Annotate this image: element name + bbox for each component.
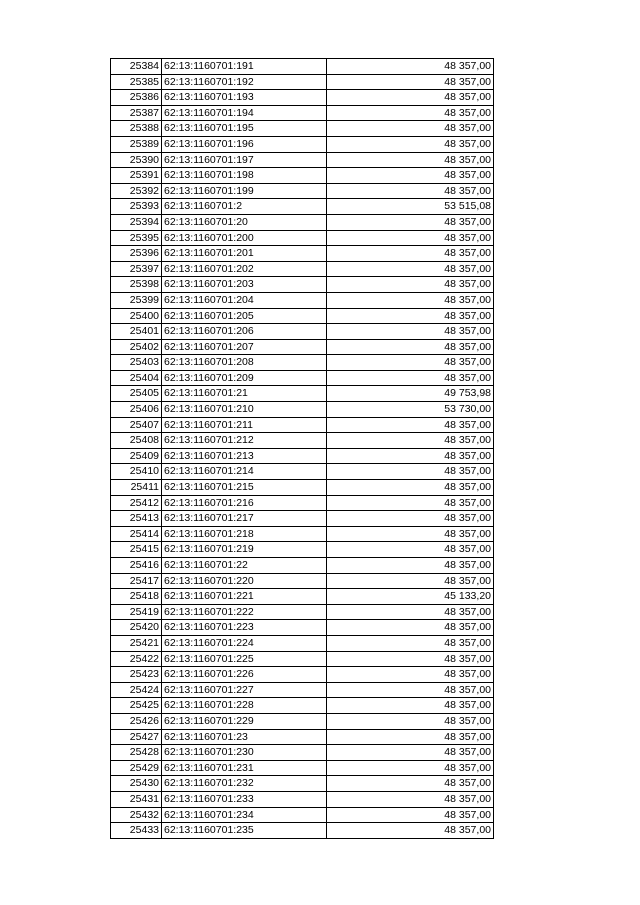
value-cell: 48 357,00 [327,620,494,636]
table-row [111,355,494,371]
table-row [111,230,494,246]
row-number-cell: 25392 [111,183,162,199]
row-number-cell: 25423 [111,667,162,683]
row-number-cell: 25397 [111,261,162,277]
table-row [111,246,494,262]
value-cell: 48 357,00 [327,370,494,386]
row-number-cell: 25386 [111,90,162,106]
table-row [111,823,494,839]
table-row [111,807,494,823]
row-number-cell: 25416 [111,558,162,574]
cadastral-number-cell: 62:13:1160701:232 [162,776,327,792]
table-row [111,152,494,168]
cadastral-number-cell: 62:13:1160701:206 [162,324,327,340]
cadastral-number-cell: 62:13:1160701:222 [162,604,327,620]
cadastral-number-cell: 62:13:1160701:216 [162,495,327,511]
value-cell: 48 357,00 [327,698,494,714]
cadastral-number-cell: 62:13:1160701:203 [162,277,327,293]
value-cell: 48 357,00 [327,791,494,807]
cadastral-number-cell: 62:13:1160701:218 [162,526,327,542]
row-number-cell: 25427 [111,729,162,745]
row-number-cell: 25410 [111,464,162,480]
row-number-cell: 25419 [111,604,162,620]
cadastral-number-cell: 62:13:1160701:208 [162,355,327,371]
table-row [111,386,494,402]
row-number-cell: 25426 [111,713,162,729]
cadastral-number-cell: 62:13:1160701:207 [162,339,327,355]
cadastral-number-cell: 62:13:1160701:21 [162,386,327,402]
cadastral-number-cell: 62:13:1160701:2 [162,199,327,215]
row-number-cell: 25415 [111,542,162,558]
table-row [111,417,494,433]
table-row [111,558,494,574]
value-cell: 48 357,00 [327,230,494,246]
table-row [111,214,494,230]
row-number-cell: 25387 [111,105,162,121]
row-number-cell: 25388 [111,121,162,137]
table-row [111,199,494,215]
value-cell: 48 357,00 [327,526,494,542]
table-row [111,698,494,714]
cadastral-number-cell: 62:13:1160701:202 [162,261,327,277]
row-number-cell: 25390 [111,152,162,168]
row-number-cell: 25403 [111,355,162,371]
cadastral-number-cell: 62:13:1160701:199 [162,183,327,199]
cadastral-number-cell: 62:13:1160701:197 [162,152,327,168]
row-number-cell: 25409 [111,448,162,464]
row-number-cell: 25422 [111,651,162,667]
table-row [111,277,494,293]
row-number-cell: 25402 [111,339,162,355]
value-cell: 48 357,00 [327,339,494,355]
value-cell: 48 357,00 [327,324,494,340]
value-cell: 48 357,00 [327,417,494,433]
cadastral-number-cell: 62:13:1160701:219 [162,542,327,558]
row-number-cell: 25411 [111,480,162,496]
row-number-cell: 25418 [111,589,162,605]
value-cell: 48 357,00 [327,183,494,199]
cadastral-number-cell: 62:13:1160701:223 [162,620,327,636]
cadastral-number-cell: 62:13:1160701:230 [162,745,327,761]
table-row [111,59,494,75]
table-row [111,729,494,745]
cadastral-number-cell: 62:13:1160701:211 [162,417,327,433]
table-row [111,667,494,683]
cadastral-number-cell: 62:13:1160701:201 [162,246,327,262]
table-row [111,542,494,558]
row-number-cell: 25389 [111,136,162,152]
table-row [111,261,494,277]
table-row [111,682,494,698]
table-row [111,136,494,152]
cadastral-number-cell: 62:13:1160701:220 [162,573,327,589]
table-row [111,511,494,527]
table-row [111,324,494,340]
value-cell: 48 357,00 [327,760,494,776]
value-cell: 48 357,00 [327,74,494,90]
value-cell: 48 357,00 [327,495,494,511]
value-cell: 48 357,00 [327,121,494,137]
value-cell: 48 357,00 [327,651,494,667]
value-cell: 48 357,00 [327,807,494,823]
cadastral-number-cell: 62:13:1160701:225 [162,651,327,667]
table-row [111,589,494,605]
value-cell: 48 357,00 [327,246,494,262]
row-number-cell: 25405 [111,386,162,402]
table-row [111,292,494,308]
value-cell: 48 357,00 [327,713,494,729]
cadastral-number-cell: 62:13:1160701:195 [162,121,327,137]
value-cell: 48 357,00 [327,214,494,230]
row-number-cell: 25393 [111,199,162,215]
row-number-cell: 25407 [111,417,162,433]
cadastral-number-cell: 62:13:1160701:210 [162,402,327,418]
table-row [111,651,494,667]
value-cell: 48 357,00 [327,90,494,106]
cadastral-number-cell: 62:13:1160701:22 [162,558,327,574]
cadastral-number-cell: 62:13:1160701:215 [162,480,327,496]
cadastral-number-cell: 62:13:1160701:227 [162,682,327,698]
table-row [111,573,494,589]
row-number-cell: 25396 [111,246,162,262]
value-cell: 48 357,00 [327,433,494,449]
value-cell: 48 357,00 [327,635,494,651]
value-cell: 53 515,08 [327,199,494,215]
value-cell: 48 357,00 [327,667,494,683]
value-cell: 48 357,00 [327,59,494,75]
value-cell: 49 753,98 [327,386,494,402]
row-number-cell: 25424 [111,682,162,698]
table-row [111,713,494,729]
row-number-cell: 25420 [111,620,162,636]
row-number-cell: 25425 [111,698,162,714]
table-body [111,59,494,839]
row-number-cell: 25406 [111,402,162,418]
table-row [111,433,494,449]
cadastral-number-cell: 62:13:1160701:235 [162,823,327,839]
value-cell: 48 357,00 [327,511,494,527]
row-number-cell: 25429 [111,760,162,776]
value-cell: 48 357,00 [327,604,494,620]
value-cell: 48 357,00 [327,152,494,168]
table-row [111,526,494,542]
cadastral-number-cell: 62:13:1160701:226 [162,667,327,683]
cadastral-number-cell: 62:13:1160701:193 [162,90,327,106]
value-cell: 48 357,00 [327,480,494,496]
cadastral-number-cell: 62:13:1160701:217 [162,511,327,527]
table-row [111,168,494,184]
table-row [111,121,494,137]
row-number-cell: 25400 [111,308,162,324]
cadastral-number-cell: 62:13:1160701:231 [162,760,327,776]
table-row [111,480,494,496]
value-cell: 48 357,00 [327,464,494,480]
row-number-cell: 25385 [111,74,162,90]
value-cell: 48 357,00 [327,729,494,745]
value-cell: 48 357,00 [327,823,494,839]
cadastral-number-cell: 62:13:1160701:234 [162,807,327,823]
cadastral-number-cell: 62:13:1160701:204 [162,292,327,308]
cadastral-number-cell: 62:13:1160701:221 [162,589,327,605]
cadastral-number-cell: 62:13:1160701:23 [162,729,327,745]
value-cell: 48 357,00 [327,308,494,324]
value-cell: 48 357,00 [327,105,494,121]
value-cell: 48 357,00 [327,136,494,152]
table-row [111,620,494,636]
value-cell: 53 730,00 [327,402,494,418]
table-row [111,339,494,355]
table-row [111,105,494,121]
cadastral-number-cell: 62:13:1160701:209 [162,370,327,386]
row-number-cell: 25394 [111,214,162,230]
table-row [111,308,494,324]
cadastral-number-cell: 62:13:1160701:214 [162,464,327,480]
table-row [111,745,494,761]
table-row [111,635,494,651]
row-number-cell: 25413 [111,511,162,527]
cadastral-number-cell: 62:13:1160701:229 [162,713,327,729]
row-number-cell: 25401 [111,324,162,340]
value-cell: 48 357,00 [327,745,494,761]
table-row [111,776,494,792]
row-number-cell: 25421 [111,635,162,651]
value-cell: 48 357,00 [327,573,494,589]
cadastral-number-cell: 62:13:1160701:233 [162,791,327,807]
cadastral-number-cell: 62:13:1160701:192 [162,74,327,90]
value-cell: 48 357,00 [327,448,494,464]
value-cell: 48 357,00 [327,682,494,698]
value-cell: 48 357,00 [327,261,494,277]
table-row [111,495,494,511]
row-number-cell: 25399 [111,292,162,308]
cadastral-number-cell: 62:13:1160701:213 [162,448,327,464]
data-table [110,58,494,839]
table-row [111,464,494,480]
value-cell: 48 357,00 [327,542,494,558]
cadastral-number-cell: 62:13:1160701:196 [162,136,327,152]
row-number-cell: 25395 [111,230,162,246]
table-row [111,74,494,90]
value-cell: 48 357,00 [327,558,494,574]
row-number-cell: 25384 [111,59,162,75]
row-number-cell: 25432 [111,807,162,823]
row-number-cell: 25433 [111,823,162,839]
value-cell: 48 357,00 [327,355,494,371]
table-row [111,448,494,464]
value-cell: 48 357,00 [327,277,494,293]
table-row [111,183,494,199]
table-row [111,791,494,807]
cadastral-number-cell: 62:13:1160701:20 [162,214,327,230]
row-number-cell: 25404 [111,370,162,386]
value-cell: 45 133,20 [327,589,494,605]
cadastral-number-cell: 62:13:1160701:198 [162,168,327,184]
value-cell: 48 357,00 [327,292,494,308]
row-number-cell: 25408 [111,433,162,449]
cadastral-number-cell: 62:13:1160701:194 [162,105,327,121]
row-number-cell: 25431 [111,791,162,807]
row-number-cell: 25412 [111,495,162,511]
table-row [111,760,494,776]
table-row [111,604,494,620]
row-number-cell: 25417 [111,573,162,589]
row-number-cell: 25398 [111,277,162,293]
cadastral-number-cell: 62:13:1160701:200 [162,230,327,246]
cadastral-number-cell: 62:13:1160701:228 [162,698,327,714]
row-number-cell: 25391 [111,168,162,184]
row-number-cell: 25430 [111,776,162,792]
row-number-cell: 25428 [111,745,162,761]
table-row [111,370,494,386]
table-row [111,402,494,418]
table-row [111,90,494,106]
row-number-cell: 25414 [111,526,162,542]
value-cell: 48 357,00 [327,776,494,792]
cadastral-number-cell: 62:13:1160701:212 [162,433,327,449]
value-cell: 48 357,00 [327,168,494,184]
cadastral-number-cell: 62:13:1160701:191 [162,59,327,75]
cadastral-number-cell: 62:13:1160701:205 [162,308,327,324]
cadastral-number-cell: 62:13:1160701:224 [162,635,327,651]
